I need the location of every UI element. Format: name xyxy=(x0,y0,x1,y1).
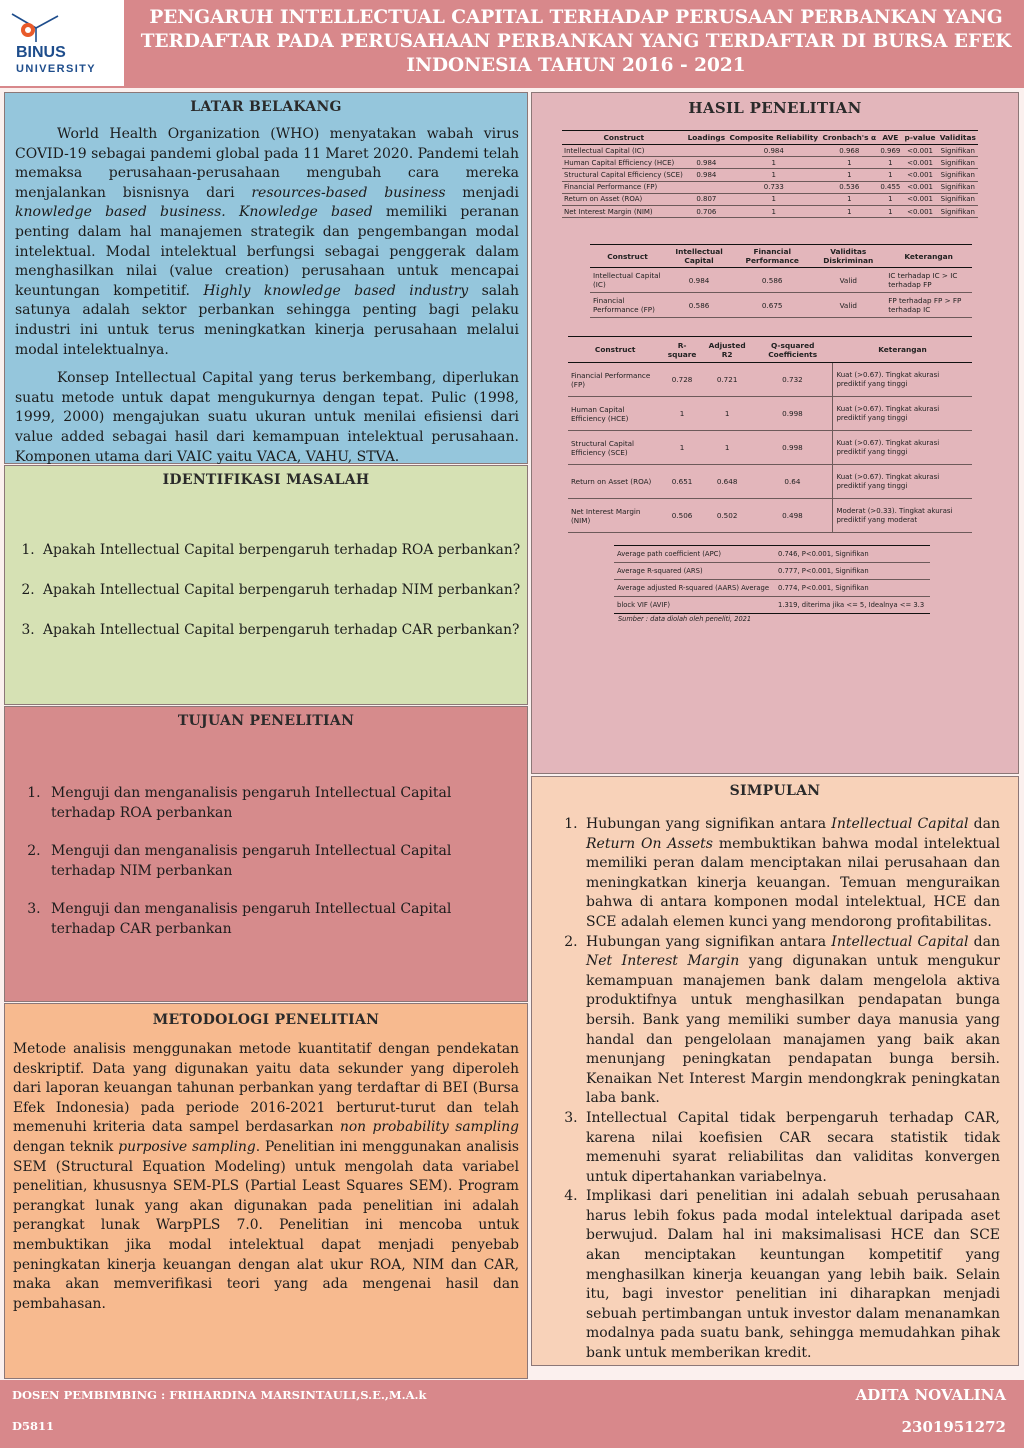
table-header: Keterangan xyxy=(885,245,972,268)
table-cell: 0.651 xyxy=(662,465,702,499)
binus-logo xyxy=(16,44,96,78)
table-cell: 0.984 xyxy=(685,157,727,169)
table-cell: 1 xyxy=(702,431,753,465)
tujuan-heading: TUJUAN PENELITIAN xyxy=(177,713,355,729)
logo-line1: BINUS xyxy=(16,44,66,61)
table-cell: Signifikan xyxy=(938,205,978,217)
list-item: 1. Menguji dan menganalisis pengaruh Intellectual Capital terhadap ROA perbankan xyxy=(45,783,517,823)
table-row xyxy=(568,465,972,499)
identifikasi-masalah-panel xyxy=(4,465,528,705)
table-cell: 1 xyxy=(727,193,820,205)
simpulan-italic: Net Interest Margin xyxy=(586,953,740,970)
table-cell: Average path coefficient (APC) xyxy=(614,546,775,563)
table-cell: Human Capital Efficiency (HCE) xyxy=(568,397,662,431)
table-cell: 0.455 xyxy=(878,181,902,193)
metodologi-heading: METODOLOGI PENELITIAN xyxy=(152,1012,380,1028)
table-row xyxy=(568,397,972,431)
table-header: Cronbach's α xyxy=(820,131,878,145)
table-cell: <0.001 xyxy=(902,205,937,217)
table-cell: Intellectual Capital (IC) xyxy=(590,268,665,293)
table-cell: 0.998 xyxy=(752,397,833,431)
table-cell: 1 xyxy=(878,193,902,205)
table-cell: Financial Performance (FP) xyxy=(568,363,662,397)
simpulan-text: dan xyxy=(968,816,1001,832)
table-header: Loadings xyxy=(685,131,727,145)
latar-italic: resources-based business xyxy=(251,184,446,201)
table-cell: <0.001 xyxy=(902,145,937,157)
table-cell: 0.536 xyxy=(820,181,878,193)
table-header: Adjusted R2 xyxy=(702,337,753,363)
table-cell: Valid xyxy=(811,293,885,318)
simpulan-text: dan xyxy=(968,933,1001,950)
table-cell: Signifikan xyxy=(938,157,978,169)
list-item: 1. Apakah Intellectual Capital berpengaruh terhadap ROA perbankan? xyxy=(39,540,527,560)
simpulan-text: Hubungan yang signifikan antara xyxy=(586,816,832,832)
table-cell: Financial Performance (FP) xyxy=(562,181,685,193)
metodologi-text: Metode analisis menggunakan metode kuantitatif dengan pendekatan deskriptif. Data yang digunakan yaitu data sekunder yang diperoleh dari laporan keuangan tahunan perbankan yang terdaftar di BEI (Bursa Efek Indonesia) pada periode 2016-2021 berturut-turut dan telah memenuhi kriteria data sampel berdasarkan xyxy=(13,1041,519,1136)
table-cell: 0.498 xyxy=(752,499,833,533)
table-header: Intellectual Capital xyxy=(665,245,733,268)
table-cell: <0.001 xyxy=(902,193,937,205)
identifikasi-list xyxy=(39,540,527,640)
table-cell: Signifikan xyxy=(938,181,978,193)
table-cell: 0.984 xyxy=(685,169,727,181)
table-header: R-square xyxy=(662,337,702,363)
latar-text: salah satunya adalah sektor perbankan sehingga penting bagi pelaku industri ini untuk terus meningkatkan kinerja perusahaan melalui modal intelektualnya. xyxy=(15,282,519,358)
simpulan-panel xyxy=(531,776,1019,1366)
table-cell: Intellectual Capital (IC) xyxy=(562,145,685,157)
table-header: AVE xyxy=(878,131,902,145)
table-row xyxy=(590,293,972,318)
table-header: Keterangan xyxy=(833,337,972,363)
list-item: 2. Menguji dan menganalisis pengaruh Intellectual Capital terhadap NIM perbankan xyxy=(45,841,517,881)
table-cell: Average R-squared (ARS) xyxy=(614,563,775,580)
latar-italic: knowledge based business. Knowledge based xyxy=(15,204,373,221)
table-cell: Kuat (>0.67). Tingkat akurasi prediktif yang tinggi xyxy=(833,431,972,465)
footer-advisor: DOSEN PEMBIMBING : FRIHARDINA MARSINTAULI,S.E.,M.A.k xyxy=(12,1388,427,1402)
table-cell: 1 xyxy=(878,157,902,169)
table-cell: <0.001 xyxy=(902,181,937,193)
table-cell xyxy=(685,181,727,193)
table-cell: Kuat (>0.67). Tingkat akurasi prediktif yang tinggi xyxy=(833,363,972,397)
validity-table-body xyxy=(562,145,978,218)
metodologi-body xyxy=(5,1028,527,1314)
table-header: Construct xyxy=(590,245,665,268)
table-row xyxy=(562,157,978,169)
table-row xyxy=(568,499,972,533)
table-header: Validitas Diskriminan xyxy=(811,245,885,268)
table-cell: 0.648 xyxy=(702,465,753,499)
table-cell: IC terhadap IC > IC terhadap FP xyxy=(885,268,972,293)
table-header: Financial Performance xyxy=(733,245,811,268)
table-cell: 1 xyxy=(727,169,820,181)
table-cell: Net Interest Margin (NIM) xyxy=(562,205,685,217)
table-cell: 0.774, P<0.001, Signifikan xyxy=(775,580,930,597)
table-row xyxy=(614,580,930,597)
table-cell: Kuat (>0.67). Tingkat akurasi prediktif yang tinggi xyxy=(833,465,972,499)
latar-belakang-body xyxy=(5,115,527,467)
table-row xyxy=(614,597,930,614)
table-cell: Return on Asset (ROA) xyxy=(568,465,662,499)
simpulan-heading: SIMPULAN xyxy=(729,783,821,799)
table-cell: 1.319, diterima jika <= 5, Idealnya <= 3.3 xyxy=(775,597,930,614)
metodologi-panel xyxy=(4,1003,528,1379)
table-cell: 1 xyxy=(878,205,902,217)
table-cell: 1 xyxy=(820,169,878,181)
list-item: 3. Menguji dan menganalisis pengaruh Intellectual Capital terhadap CAR perbankan xyxy=(45,899,517,939)
table-cell: 0.721 xyxy=(702,363,753,397)
table-cell: 1 xyxy=(662,431,702,465)
table-header: Construct xyxy=(568,337,662,363)
table-cell: 0.984 xyxy=(665,268,733,293)
table-row xyxy=(568,363,972,397)
table-cell: 0.586 xyxy=(733,268,811,293)
table-cell: <0.001 xyxy=(902,157,937,169)
table-row xyxy=(562,205,978,217)
table-cell: 0.968 xyxy=(820,145,878,157)
table-row xyxy=(614,546,930,563)
simpulan-list xyxy=(582,815,1000,1364)
table-header: p-value xyxy=(902,131,937,145)
table-row xyxy=(590,268,972,293)
table-cell: Structural Capital Efficiency (SCE) xyxy=(568,431,662,465)
table-cell: 1 xyxy=(820,157,878,169)
simpulan-italic: Return On Assets xyxy=(586,835,713,852)
table-cell: 0.506 xyxy=(662,499,702,533)
logo-line2: UNIVERSITY xyxy=(16,63,97,75)
table-cell: 0.675 xyxy=(733,293,811,318)
footer-student-name: ADITA NOVALINA xyxy=(855,1386,1006,1404)
poster-title: PENGARUH INTELLECTUAL CAPITAL TERHADAP PERUSAAN PERBANKAN YANG TERDAFTAR PADA PERUSAHAAN PERBANKAN YANG TERDAFTAR DI BURSA EFEK INDONESIA TAHUN 2016 - 2021 xyxy=(140,7,1012,76)
table-cell: 1 xyxy=(878,169,902,181)
table-cell: block VIF (AVIF) xyxy=(614,597,775,614)
table-row xyxy=(562,181,978,193)
list-item xyxy=(582,815,1000,933)
table-cell: Signifikan xyxy=(938,145,978,157)
model-fit-table xyxy=(614,545,930,614)
metodologi-italic: non probability sampling xyxy=(339,1119,520,1136)
list-item: 2. Apakah Intellectual Capital berpengaruh terhadap NIM perbankan? xyxy=(39,580,527,600)
simpulan-text: membuktikan bahwa modal intelektual memiliki peran dalam menciptakan nilai perusahaan dan meningkatkan kinerja keuangan. Temuan menguraikan bahwa di antara komponen modal intelektual, HCE dan SCE adalah elemen kunci yang mendorong profitabilitas. xyxy=(586,835,1000,930)
table-cell: 1 xyxy=(727,205,820,217)
footer-advisor-code: D5811 xyxy=(12,1419,54,1433)
table-cell: FP terhadap FP > FP terhadap IC xyxy=(885,293,972,318)
table-cell: 0.777, P<0.001, Signifikan xyxy=(775,563,930,580)
list-item: 3. Intellectual Capital tidak berpengaruh terhadap CAR, karena nilai koefisien CAR secara statistik tidak memenuhi syarat reliabilitas dan validitas konvergen untuk dipertahankan variabelnya. xyxy=(582,1109,1000,1187)
table-cell: Human Capital Efficiency (HCE) xyxy=(562,157,685,169)
metodologi-text: dengan teknik xyxy=(13,1138,119,1155)
table-row xyxy=(614,563,930,580)
table-cell: 0.586 xyxy=(665,293,733,318)
table-cell: <0.001 xyxy=(902,169,937,181)
latar-italic: Highly knowledge based industry xyxy=(203,282,469,299)
latar-paragraph-1 xyxy=(15,125,519,360)
table-cell: 1 xyxy=(702,397,753,431)
table-cell: Financial Performance (FP) xyxy=(590,293,665,318)
rsquare-table xyxy=(568,336,972,533)
table-header: Q-squared Coefficients xyxy=(752,337,833,363)
discriminant-table-body xyxy=(590,268,972,318)
hasil-heading: HASIL PENELITIAN xyxy=(688,99,862,117)
table-cell: 0.706 xyxy=(685,205,727,217)
table-cell: Signifikan xyxy=(938,193,978,205)
table-cell: Structural Capital Efficiency (SCE) xyxy=(562,169,685,181)
metodologi-text: . Penelitian ini menggunakan analisis SEM (Structural Equation Modeling) untuk mengolah data variabel penelitian, khususnya SEM-PLS (Partial Least Squares SEM). Program perangkat lunak yang akan digunakan pada penelitian ini adalah perangkat lunak WarpPLS 7.0. Penelitian ini mencoba untuk membuktikan jika modal intelektual dapat menjadi penyebab peningkatan kinerja keuangan dengan alat ukur ROA, NIM dan CAR, maka akan memverifikasi teori yang ada mengenai hasil dan pembahasan. xyxy=(13,1138,520,1312)
table-cell: Average adjusted R-squared (AARS) Average xyxy=(614,580,775,597)
table-cell: Net Interest Margin (NIM) xyxy=(568,499,662,533)
tujuan-penelitian-panel xyxy=(4,706,528,1002)
table-cell: 0.998 xyxy=(752,431,833,465)
table-row xyxy=(562,145,978,157)
table-cell: 0.733 xyxy=(727,181,820,193)
table-header: Composite Reliability xyxy=(727,131,820,145)
table-cell: Moderat (>0.33). Tingkat akurasi prediktif yang moderat xyxy=(833,499,972,533)
rsquare-table-body xyxy=(568,363,972,533)
table-cell: 1 xyxy=(820,193,878,205)
metodologi-italic: purposive sampling xyxy=(118,1138,256,1155)
table-cell: 1 xyxy=(820,205,878,217)
latar-belakang-heading: LATAR BELAKANG xyxy=(190,99,342,115)
table-row xyxy=(568,431,972,465)
table-cell: 0.64 xyxy=(752,465,833,499)
table-cell: Return on Asset (ROA) xyxy=(562,193,685,205)
simpulan-text: yang digunakan untuk mengukur kemampuan manajemen bank dalam mengelola aktiva produktifnya untuk menghasilkan pendapatan bunga bersih. Bank yang memiliki sumber daya manusia yang handal dan pengelolaan manajamen yang baik akan menunjang peningkatan pendapatan bunga bersih. Kenaikan Net Interest Margin mendongkrak peningkatan laba bank. xyxy=(586,953,1000,1107)
table-cell: Valid xyxy=(811,268,885,293)
identifikasi-heading: IDENTIFIKASI MASALAH xyxy=(162,472,370,488)
table-cell xyxy=(685,145,727,157)
validity-table xyxy=(562,130,978,218)
table-source-note: Sumber : data diolah oleh peneliti, 2021 xyxy=(618,615,752,623)
table-header: Validitas xyxy=(938,131,978,145)
simpulan-italic: Intellectual Capital xyxy=(831,816,969,832)
list-item: 3. Apakah Intellectual Capital berpengaruh terhadap CAR perbankan? xyxy=(39,620,527,640)
table-cell: Signifikan xyxy=(938,169,978,181)
table-row xyxy=(562,169,978,181)
model-fit-table-body xyxy=(614,546,930,614)
table-cell: Kuat (>0.67). Tingkat akurasi prediktif yang tinggi xyxy=(833,397,972,431)
footer-student-id: 2301951272 xyxy=(901,1418,1006,1436)
latar-text: menjadi xyxy=(445,184,519,201)
table-cell: 0.728 xyxy=(662,363,702,397)
table-cell: 0.732 xyxy=(752,363,833,397)
table-cell: 0.969 xyxy=(878,145,902,157)
binus-logo-icon xyxy=(6,8,66,46)
simpulan-italic: Intellectual Capital xyxy=(831,933,969,950)
latar-text: World Health Organization (WHO) menyatakan wabah virus COVID-19 sebagai pandemi global pada 11 Maret 2020. Pandemi telah memaksa perusahaan-perusahaan mengubah cara mereka menjalankan bisnisnya dari xyxy=(15,126,519,201)
table-cell: 0.502 xyxy=(702,499,753,533)
latar-belakang-panel xyxy=(4,92,528,464)
table-header: Construct xyxy=(562,131,685,145)
table-cell: 1 xyxy=(727,157,820,169)
tujuan-list xyxy=(45,783,517,939)
table-cell: 0.746, P<0.001, Signifikan xyxy=(775,546,930,563)
list-item: 4. Implikasi dari penelitian ini adalah sebuah perusahaan harus lebih fokus pada modal intelektual daripada aset berwujud. Dalam hal ini maksimalisasi HCE dan SCE akan menciptakan keuntungan kompetitif yang menghasilkan kinerja keuangan yang lebih baik. Selain itu, bagi investor penelitian ini diharapkan menjadi sebuah pertimbangan untuk investor dalam menanamkan modalnya pada suatu bank, sehingga memudahkan pihak bank untuk memberikan kredit. xyxy=(582,1187,1000,1363)
simpulan-text: Hubungan yang signifikan antara xyxy=(586,933,832,950)
table-cell: 1 xyxy=(662,397,702,431)
table-cell: 0.984 xyxy=(727,145,820,157)
table-row xyxy=(562,193,978,205)
table-cell: 0.807 xyxy=(685,193,727,205)
latar-paragraph-2: Konsep Intellectual Capital yang terus berkembang, diperlukan suatu metode untuk dapat mengukurnya dengan tepat. Pulic (1998, 1999, 2000) mengajukan suatu ukuran untuk menilai efisiensi dari value added sebagai hasil dari kemampuan intelektual perusahaan. Komponen utama dari VAIC yaitu VACA, VAHU, STVA. xyxy=(15,370,519,465)
list-item xyxy=(582,933,1000,1109)
latar-text: memiliki peranan penting dalam hal manajemen strategik dan pengembangan modal intelektual. Modal intelektual berfungsi sebagai penggerak dalam menghasilkan nilai (value creation) perusahaan untuk mencapai keuntungan kompetitif. xyxy=(15,204,519,299)
discriminant-table xyxy=(590,244,972,318)
